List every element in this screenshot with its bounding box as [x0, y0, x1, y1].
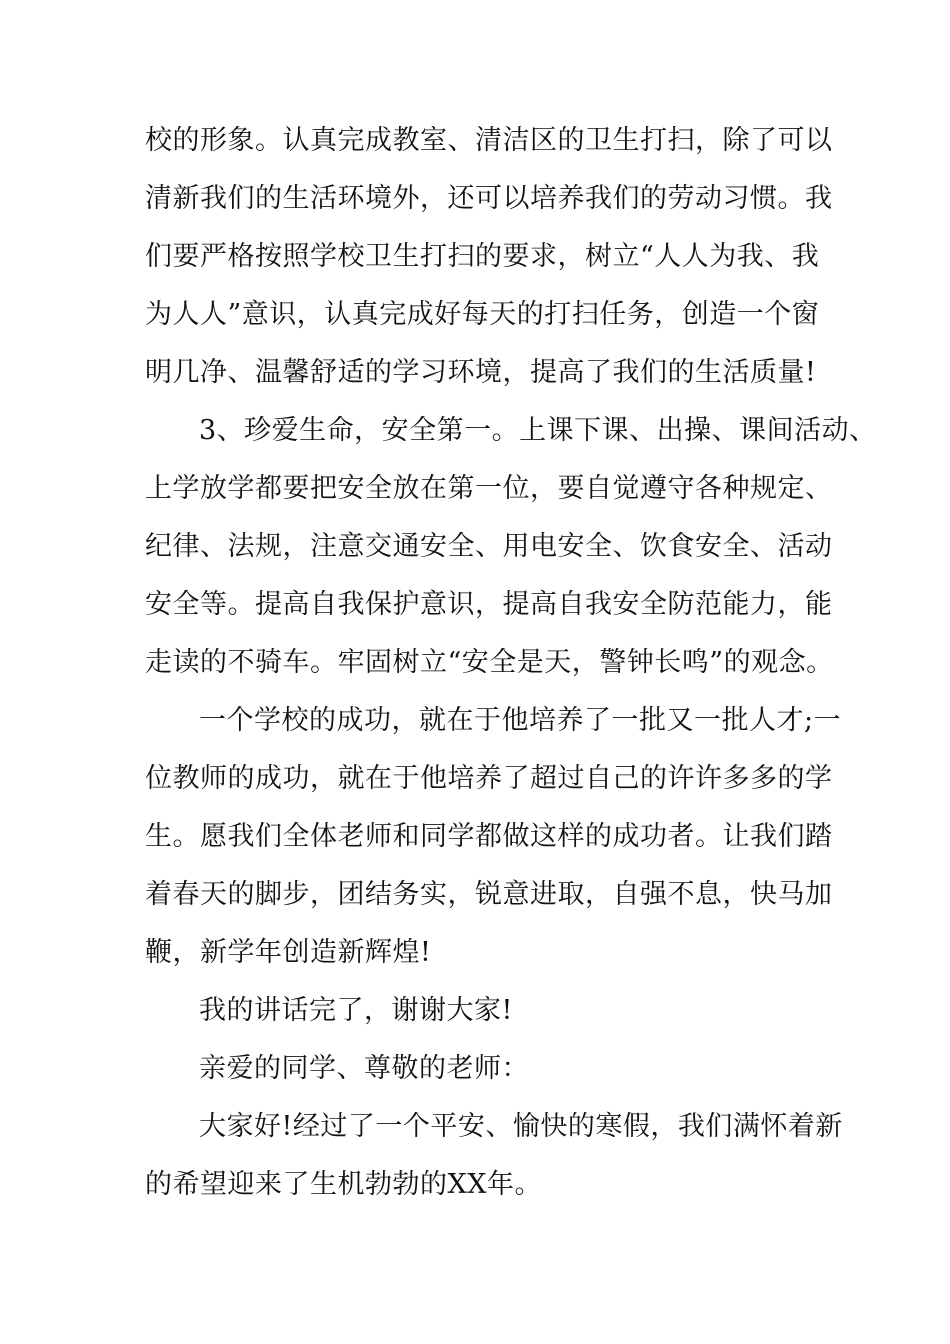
text-line: 生。愿我们全体老师和同学都做这样的成功者。让我们踏: [145, 821, 833, 852]
text-line: 安全等。提高自我保护意识，提高自我安全防范能力，能: [145, 589, 833, 620]
paragraph-start-line: 一个学校的成功，就在于他培养了一批又一批人才;一: [199, 705, 842, 736]
text-line: 上学放学都要把安全放在第一位，要自觉遵守各种规定、: [145, 473, 833, 504]
text-line: 为人人”意识，认真完成好每天的打扫任务，创造一个窗: [145, 299, 820, 330]
paragraph-start-line: 我的讲话完了，谢谢大家!: [199, 995, 513, 1026]
text-line: 走读的不骑车。牢固树立“安全是天，警钟长鸣”的观念。: [145, 647, 834, 678]
document-body: [145, 112, 877, 1214]
text-line: 着春天的脚步，团结务实，锐意进取，自强不息，快马加: [145, 879, 833, 910]
text-line: 们要严格按照学校卫生打扫的要求，树立“人人为我、我: [145, 241, 820, 272]
paragraph-start-line: 大家好!经过了一个平安、愉快的寒假，我们满怀着新: [199, 1111, 843, 1142]
paragraph-start-line: 亲爱的同学、尊敬的老师：: [199, 1053, 529, 1084]
text-line: 纪律、法规，注意交通安全、用电安全、饮食安全、活动: [145, 531, 833, 562]
paragraph-start-line: 3、珍爱生命，安全第一。上课下课、出操、课间活动、: [199, 415, 877, 446]
text-line: 鞭，新学年创造新辉煌!: [145, 937, 432, 968]
text-line: 的希望迎来了生机勃勃的XX年。: [145, 1169, 542, 1200]
text-line: 清新我们的生活环境外，还可以培养我们的劳动习惯。我: [145, 183, 833, 214]
text-line: 明几净、温馨舒适的学习环境，提高了我们的生活质量!: [145, 357, 817, 388]
text-line: 校的形象。认真完成教室、清洁区的卫生打扫，除了可以: [145, 125, 833, 156]
text-line: 位教师的成功，就在于他培养了超过自己的许许多多的学: [145, 763, 833, 794]
